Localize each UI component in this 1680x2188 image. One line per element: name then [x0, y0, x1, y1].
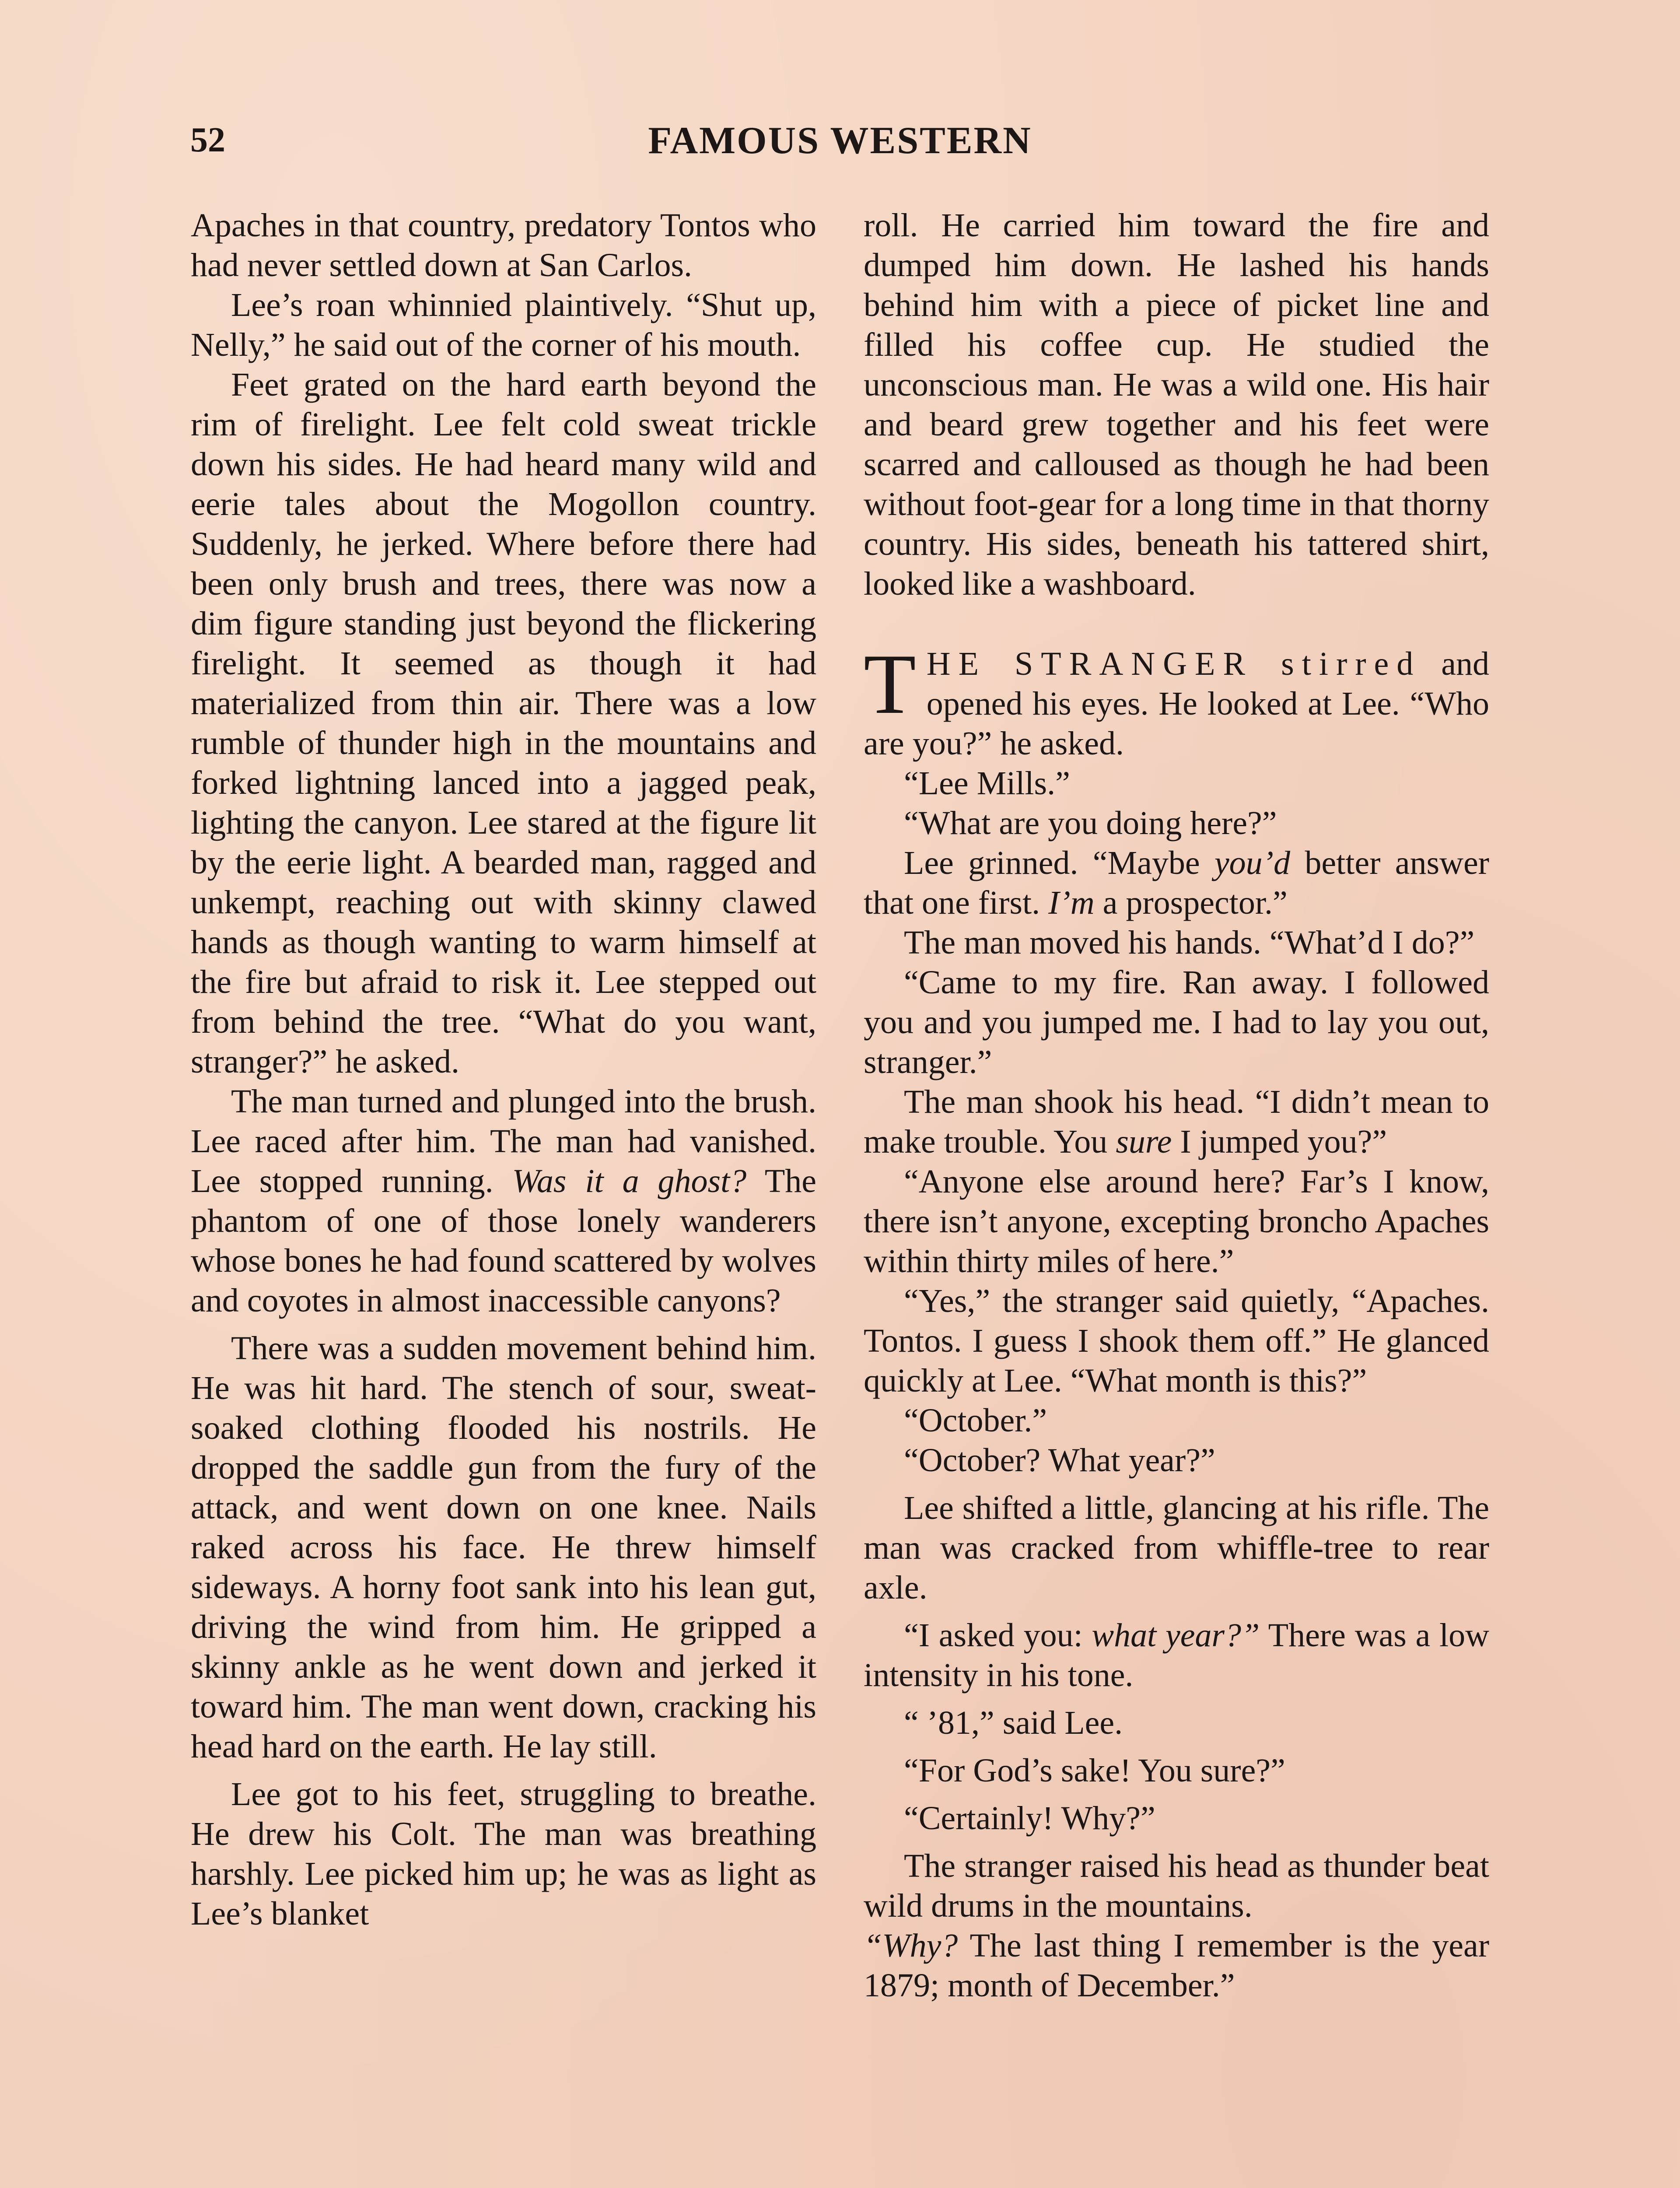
paragraph: “For God’s sake! You sure?”: [904, 1752, 1285, 1789]
paragraph: [864, 1926, 1489, 2006]
paragraph: Apaches in that country, predatory Tontos who had never settled down at San Carlos.: [191, 207, 816, 284]
italic-text: sure: [1116, 1123, 1172, 1160]
paragraph: [864, 843, 1489, 923]
paragraph: “What are you doing here?”: [904, 805, 1277, 842]
paragraph: Feet grated on the hard earth beyond the rim of firelight. Lee felt cold sweat trickle down his sides. He had heard many wild and eerie tales about the Mogollon country. Suddenly, he jerked. Where before there had been only brush and trees, there was now a dim figure standing just beyond the flickering firelight. It seemed as though it had materialized from thin air. There was a low rumble of thunder high in the mountains and forked lightning lanced into a jagged peak, lighting the canyon. Lee stared at the figure lit by the eerie light. A bearded man, ragged and unkempt, reaching out with skinny clawed hands as though wanting to warm himself at the fire but afraid to risk it. Lee stepped out from behind the tree. “What do you want, stranger?” he asked.: [191, 366, 816, 1080]
right-column: [864, 206, 1489, 2006]
paragraph: Lee’s roan whinnied plaintively. “Shut up, Nelly,” he said out of the corner of his mouth.: [191, 287, 816, 363]
paragraph: Lee shifted a little, glancing at his rifle. The man was cracked from whiffle-tree to rear axle.: [864, 1490, 1489, 1606]
paragraph: There was a sudden movement behind him. He was hit hard. The stench of sour, sweat-soaked clothing flooded his nostrils. He dropped the saddle gun from the fury of the attack, and went down on one knee. Nails raked across his face. He threw himself sideways. A horny foot sank into his lean gut, driving the wind from him. He gripped a skinny ankle as he went down and jerked it toward him. The man went down, cracking his head hard on the earth. He lay still.: [191, 1330, 816, 1765]
italic-text: “Why?: [864, 1927, 958, 1964]
italic-text: I’m: [1048, 884, 1095, 921]
paragraph: Lee got to his feet, struggling to breathe. He drew his Colt. The man was breathing harshly. Lee picked him up; he was as light as Lee’s blanket: [191, 1776, 816, 1932]
running-head: FAMOUS WESTERN: [648, 119, 1032, 162]
paragraph: “October? What year?”: [904, 1442, 1215, 1479]
text-run: The phantom of one of those lonely wanderers whose bones he had found scattered by wolves and coyotes in almost inaccessible canyons?: [191, 1163, 816, 1319]
paragraph: “Yes,” the stranger said quietly, “Apaches. Tontos. I guess I shook them off.” He glanced quickly at Lee. “What month is this?”: [864, 1283, 1489, 1399]
drop-cap: T: [864, 637, 916, 732]
text-run: I jumped you?”: [1172, 1123, 1387, 1160]
section-opening-paragraph: [864, 637, 1489, 764]
text-run: Lee grinned. “Maybe: [904, 845, 1214, 881]
page-number: 52: [190, 121, 225, 159]
paragraph: “Certainly! Why?”: [904, 1800, 1155, 1837]
paragraph: [864, 1082, 1489, 1162]
paragraph: “Lee Mills.”: [904, 765, 1070, 802]
italic-text: Was it a ghost?: [512, 1163, 747, 1199]
italic-text: you’d: [1214, 845, 1290, 881]
paragraph: The stranger raised his head as thunder beat wild drums in the mountains.: [864, 1848, 1489, 1924]
text-run: The last thing I remember is the year 1879; month of December.”: [864, 1927, 1489, 2004]
italic-text: what year?”: [1092, 1617, 1260, 1654]
paragraph: “ ’81,” said Lee.: [904, 1704, 1123, 1741]
paragraph: “Anyone else around here? Far’s I know, there isn’t anyone, excepting broncho Apaches within thirty miles of here.”: [864, 1163, 1489, 1280]
text-run: a prospector.”: [1094, 884, 1288, 921]
paragraph: “October.”: [904, 1402, 1047, 1439]
paragraph: “Came to my fire. Ran away. I followed you and you jumped me. I had to lay you out, stranger.”: [864, 964, 1489, 1080]
paragraph: [191, 1082, 816, 1321]
text-run: There was a low intensity in his tone.: [864, 1617, 1489, 1694]
text-run: and opened his eyes. He looked at Lee. “Who are you?” he asked.: [864, 645, 1489, 762]
paragraph: roll. He carried him toward the fire and dumped him down. He lashed his hands behind him with a piece of picket line and filled his coffee cup. He studied the unconscious man. He was a wild one. His hair and beard grew together and his feet were scarred and calloused as though he had been without foot-gear for a long time in that thorny country. His sides, beneath his tattered shirt, looked like a washboard.: [864, 207, 1489, 602]
text-run: The man shook his head. “I didn’t mean to make trouble. You: [864, 1083, 1489, 1160]
left-column: [191, 206, 816, 1934]
section-lead-in: HE STRANGER stirred: [926, 645, 1421, 682]
text-run: The man turned and plunged into the brush. Lee raced after him. The man had vanished. Lee stopped running.: [191, 1083, 816, 1199]
paragraph: [864, 1616, 1489, 1695]
text-run: better answer that one first.: [864, 845, 1489, 921]
text-run: “I asked you:: [904, 1617, 1092, 1654]
paragraph: The man moved his hands. “What’d I do?”: [904, 924, 1475, 961]
